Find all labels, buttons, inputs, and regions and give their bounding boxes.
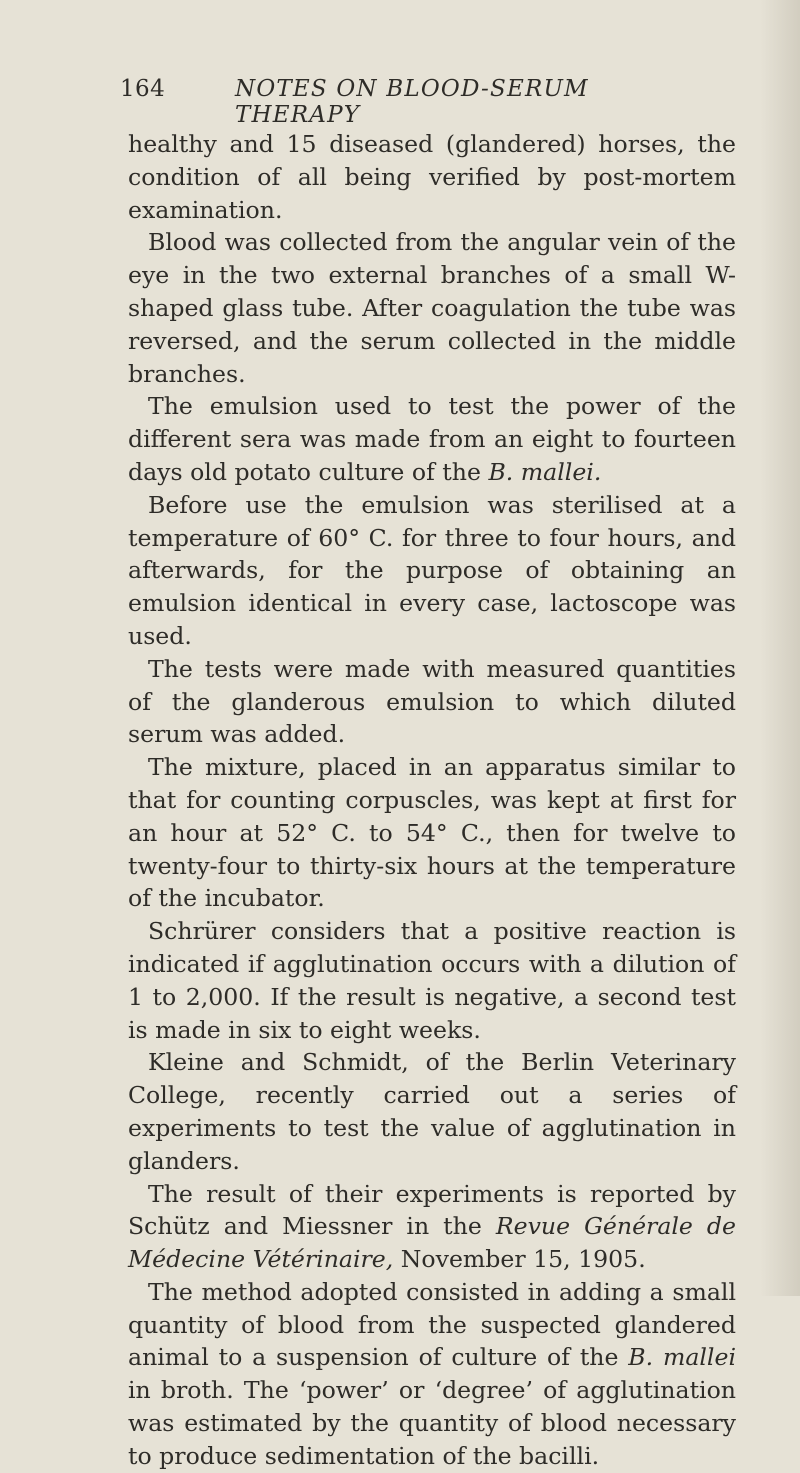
paragraph: The emulsion used to test the power of the different sera was made from an eight to fourteen days old potato culture of the B. mallei.	[128, 392, 736, 486]
paragraph: Before use the emulsion was sterilised at a temperature of 60° C. for three to four hours, and afterwards, for the purpose of obtaining an emulsion identical in every case, lactoscope was used.	[128, 490, 736, 650]
paragraph: healthy and 15 diseased (glandered) horses, the condition of all being verified by post-mortem examination.	[128, 130, 736, 224]
page-header	[120, 76, 720, 128]
paragraph: Blood was collected from the angular vein of the eye in the two external branches of a small W-shaped glass tube. After coagulation the tube was reversed, and the serum collected in the middle branches.	[128, 228, 736, 388]
species-name: B. mallei.	[488, 457, 602, 486]
paragraph: Kleine and Schmidt, of the Berlin Veterinary College, recently carried out a series of experiments to test the value of agglutination in glanders.	[128, 1048, 736, 1175]
species-name: B. mallei	[628, 1343, 736, 1372]
page-edge-shadow	[760, 0, 800, 1296]
running-title: NOTES ON BLOOD-SERUM THERAPY	[235, 76, 589, 128]
paragraph: Schrürer considers that a positive reaction is indicated if agglutination occurs with a dilution of 1 to 2,000. If the result is negative, a second test is made in six to eight weeks.	[128, 917, 736, 1044]
paragraph: The result of their experiments is reported by Schütz and Miessner in the Revue Générale de Médecine Vétérinaire, November 15, 1905.	[128, 1179, 736, 1274]
paragraph: The tests were made with measured quantities of the glanderous emulsion to which diluted serum was added.	[128, 654, 736, 749]
page-number: 164	[120, 76, 166, 102]
journal-title: Revue Générale de Médecine Vétérinaire,	[128, 1212, 736, 1274]
body-text	[128, 128, 736, 1473]
paragraph: The mixture, placed in an apparatus similar to that for counting corpuscles, was kept at first for an hour at 52° C. to 54° C., then for twelve to twenty-four to thirty-six hours at the temperature of the incubator.	[128, 753, 736, 913]
paragraph: The method adopted consisted in adding a small quantity of blood from the suspected glandered animal to a suspension of culture of the B. mallei in broth. The ‘power’ or ‘degree’ of agglutination was estimated by the quantity of blood necessary to produce sedimentation of the bacilli.	[128, 1277, 736, 1470]
